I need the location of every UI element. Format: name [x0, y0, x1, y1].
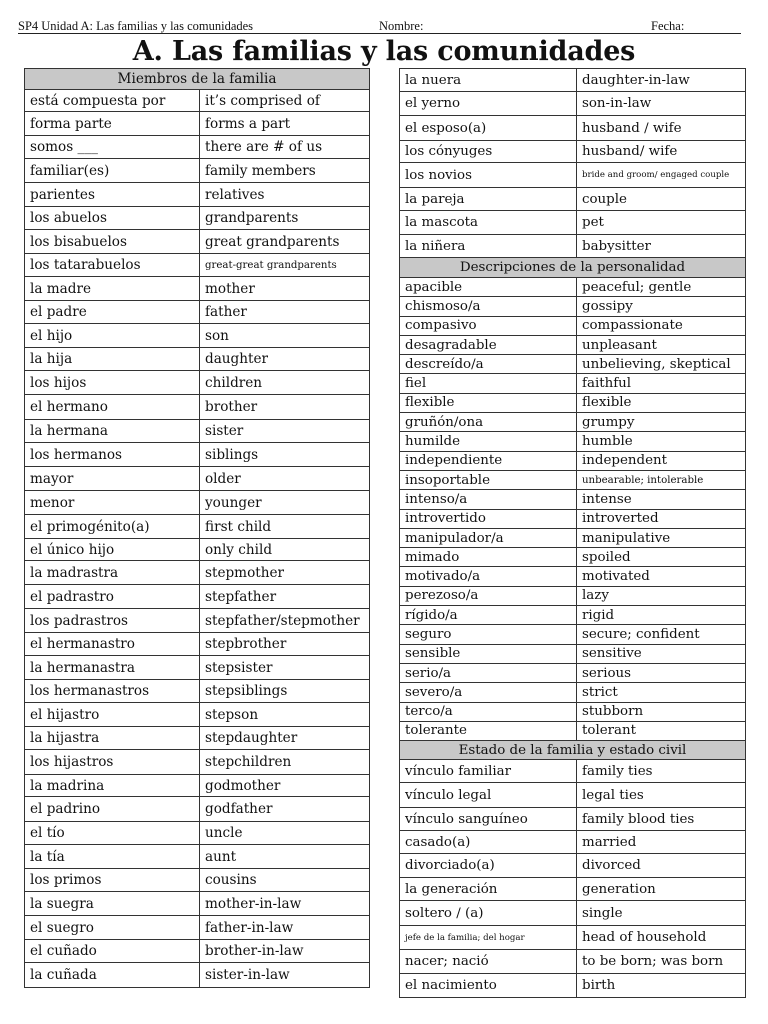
english-translation: unbelieving, skeptical: [577, 355, 746, 374]
english-translation: forms a part: [200, 112, 370, 136]
spanish-term: la generación: [400, 878, 577, 901]
english-translation: mother-in-law: [200, 892, 370, 916]
vocab-row: [25, 230, 370, 254]
english-translation: son-in-law: [577, 92, 746, 116]
english-translation: sister: [200, 420, 370, 443]
english-translation: father-in-law: [200, 916, 370, 940]
english-translation: husband/ wife: [577, 141, 746, 163]
spanish-term: intenso/a: [400, 490, 577, 509]
vocab-row: [25, 892, 370, 916]
english-translation: flexible: [577, 393, 746, 412]
spanish-term: el hijo: [25, 324, 200, 348]
vocab-row: [400, 69, 746, 92]
vocab-row: [400, 141, 746, 163]
spanish-term: mayor: [25, 467, 200, 491]
vocab-row: [400, 509, 746, 528]
spanish-term: los hermanastros: [25, 680, 200, 703]
english-translation: family members: [200, 159, 370, 183]
vocab-row: [25, 395, 370, 420]
english-translation: family ties: [577, 760, 746, 783]
vocab-row: [400, 586, 746, 605]
spanish-term: la hija: [25, 348, 200, 371]
english-translation: strict: [577, 683, 746, 702]
english-translation: son: [200, 324, 370, 348]
vocab-row: [25, 136, 370, 159]
english-translation: stepchildren: [200, 750, 370, 775]
spanish-term: serio/a: [400, 663, 577, 682]
vocab-row: [25, 633, 370, 656]
vocab-row: [400, 316, 746, 335]
vocab-row: [400, 374, 746, 393]
vocab-row: [25, 277, 370, 301]
vocab-row: [25, 561, 370, 585]
english-translation: aunt: [200, 845, 370, 869]
vocab-row: [400, 528, 746, 547]
vocab-row: [400, 278, 746, 297]
spanish-term: el padre: [25, 301, 200, 324]
english-translation: stepdaughter: [200, 727, 370, 750]
spanish-term: la cuñada: [25, 963, 200, 988]
english-translation: brother-in-law: [200, 940, 370, 963]
vocab-row: [25, 183, 370, 207]
spanish-term: el hermanastro: [25, 633, 200, 656]
vocab-row: [400, 335, 746, 354]
section-heading: Miembros de la familia: [25, 69, 370, 90]
spanish-term: vínculo sanguíneo: [400, 808, 577, 831]
vocab-row: [400, 683, 746, 702]
english-translation: independent: [577, 451, 746, 470]
english-translation: mother: [200, 277, 370, 301]
english-translation: older: [200, 467, 370, 491]
vocab-row: [25, 159, 370, 183]
english-translation: uncle: [200, 822, 370, 845]
english-translation: brother: [200, 395, 370, 420]
english-translation: babysitter: [577, 235, 746, 258]
vocab-row: [400, 926, 746, 950]
english-translation: godfather: [200, 797, 370, 822]
family-members-table: [24, 68, 370, 988]
vocab-row: [400, 235, 746, 258]
spanish-term: forma parte: [25, 112, 200, 136]
vocab-row: [400, 702, 746, 721]
english-translation: introverted: [577, 509, 746, 528]
spanish-term: el tío: [25, 822, 200, 845]
spanish-term: el padrastro: [25, 585, 200, 609]
spanish-term: la madrastra: [25, 561, 200, 585]
english-translation: only child: [200, 539, 370, 561]
vocab-row: [25, 348, 370, 371]
english-translation: there are # of us: [200, 136, 370, 159]
spanish-term: nacer; nació: [400, 950, 577, 974]
english-translation: rigid: [577, 606, 746, 625]
vocab-row: [25, 491, 370, 515]
course-label: SP4 Unidad A: Las familias y las comunidades: [18, 19, 254, 33]
english-translation: spoiled: [577, 548, 746, 567]
page-title: A. Las familias y las comunidades: [132, 36, 636, 67]
spanish-term: mimado: [400, 548, 577, 567]
vocab-row: [400, 355, 746, 374]
spanish-term: los bisabuelos: [25, 230, 200, 254]
spanish-term: sensible: [400, 644, 577, 663]
english-translation: unbearable; intolerable: [577, 470, 746, 489]
english-translation: married: [577, 831, 746, 854]
vocab-row: [25, 112, 370, 136]
vocab-row: [400, 760, 746, 783]
english-translation: stepfather/stepmother: [200, 609, 370, 633]
english-translation: serious: [577, 663, 746, 682]
english-translation: divorced: [577, 854, 746, 878]
english-translation: motivated: [577, 567, 746, 586]
english-translation: unpleasant: [577, 335, 746, 354]
vocab-row: [400, 808, 746, 831]
english-translation: children: [200, 371, 370, 395]
english-translation: grumpy: [577, 413, 746, 432]
vocab-row: [25, 940, 370, 963]
english-translation: stepbrother: [200, 633, 370, 656]
spanish-term: los cónyuges: [400, 141, 577, 163]
vocab-row: [25, 324, 370, 348]
spanish-term: motivado/a: [400, 567, 577, 586]
vocab-row: [25, 301, 370, 324]
english-translation: husband / wife: [577, 116, 746, 141]
english-translation: it’s comprised of: [200, 90, 370, 112]
vocab-row: [400, 393, 746, 412]
spanish-term: divorciado(a): [400, 854, 577, 878]
section-heading: Descripciones de la personalidad: [400, 258, 746, 278]
vocab-row: [400, 211, 746, 235]
english-translation: birth: [577, 974, 746, 998]
english-translation: sister-in-law: [200, 963, 370, 988]
spanish-term: el padrino: [25, 797, 200, 822]
section-row-family-members: [25, 69, 370, 90]
vocab-row: [400, 974, 746, 998]
vocab-row: [25, 656, 370, 680]
vocab-row: [25, 467, 370, 491]
spanish-term: el único hijo: [25, 539, 200, 561]
spanish-term: compasivo: [400, 316, 577, 335]
vocab-row: [400, 831, 746, 854]
vocab-row: [25, 207, 370, 230]
english-translation: generation: [577, 878, 746, 901]
vocab-row: [400, 721, 746, 740]
spanish-term: vínculo familiar: [400, 760, 577, 783]
spanish-term: el hermano: [25, 395, 200, 420]
spanish-term: humilde: [400, 432, 577, 451]
spanish-term: tolerante: [400, 721, 577, 740]
english-translation: couple: [577, 188, 746, 211]
spanish-term: los novios: [400, 163, 577, 188]
english-translation: peaceful; gentle: [577, 278, 746, 297]
spanish-term: la tía: [25, 845, 200, 869]
spanish-term: el suegro: [25, 916, 200, 940]
english-translation: lazy: [577, 586, 746, 605]
spanish-term: la hermana: [25, 420, 200, 443]
spanish-term: la nuera: [400, 69, 577, 92]
spanish-term: la hermanastra: [25, 656, 200, 680]
vocab-row: [25, 703, 370, 727]
spanish-term: el cuñado: [25, 940, 200, 963]
english-translation: to be born; was born: [577, 950, 746, 974]
spanish-term: los tatarabuelos: [25, 254, 200, 277]
english-translation: stepsiblings: [200, 680, 370, 703]
english-translation: godmother: [200, 775, 370, 797]
spanish-term: gruñón/ona: [400, 413, 577, 432]
vocab-row: [400, 432, 746, 451]
english-translation: first child: [200, 515, 370, 539]
spanish-term: los padrastros: [25, 609, 200, 633]
english-translation: humble: [577, 432, 746, 451]
vocab-row: [400, 297, 746, 316]
english-translation: intense: [577, 490, 746, 509]
vocab-row: [25, 420, 370, 443]
english-translation: legal ties: [577, 783, 746, 808]
vocab-row: [400, 451, 746, 470]
spanish-term: somos ___: [25, 136, 200, 159]
spanish-term: severo/a: [400, 683, 577, 702]
english-translation: sensitive: [577, 644, 746, 663]
spanish-term: insoportable: [400, 470, 577, 489]
spanish-term: descreído/a: [400, 355, 577, 374]
english-translation: relatives: [200, 183, 370, 207]
vocab-row: [400, 625, 746, 644]
english-translation: family blood ties: [577, 808, 746, 831]
vocab-table-right: [399, 68, 746, 998]
vocab-row: [25, 371, 370, 395]
english-translation: stepsister: [200, 656, 370, 680]
spanish-term: la madre: [25, 277, 200, 301]
spanish-term: terco/a: [400, 702, 577, 721]
vocab-row: [400, 548, 746, 567]
spanish-term: casado(a): [400, 831, 577, 854]
vocab-row: [25, 727, 370, 750]
vocab-row: [25, 515, 370, 539]
vocab-row: [25, 443, 370, 467]
spanish-term: la hijastra: [25, 727, 200, 750]
english-translation: compassionate: [577, 316, 746, 335]
spanish-term: apacible: [400, 278, 577, 297]
english-translation: stepmother: [200, 561, 370, 585]
spanish-term: la madrina: [25, 775, 200, 797]
vocab-row: [400, 950, 746, 974]
spanish-term: chismoso/a: [400, 297, 577, 316]
vocab-row: [400, 490, 746, 509]
spanish-term: el hijastro: [25, 703, 200, 727]
vocab-row: [400, 901, 746, 926]
spanish-term: el yerno: [400, 92, 577, 116]
vocab-row: [25, 585, 370, 609]
spanish-term: independiente: [400, 451, 577, 470]
spanish-term: el nacimiento: [400, 974, 577, 998]
spanish-term: introvertido: [400, 509, 577, 528]
vocab-row: [400, 644, 746, 663]
vocab-row: [400, 878, 746, 901]
english-translation: faithful: [577, 374, 746, 393]
vocab-row: [25, 822, 370, 845]
vocab-row: [400, 470, 746, 489]
vocab-row: [400, 567, 746, 586]
vocab-row: [400, 92, 746, 116]
spanish-term: rígido/a: [400, 606, 577, 625]
spanish-term: desagradable: [400, 335, 577, 354]
spanish-term: seguro: [400, 625, 577, 644]
spanish-term: los abuelos: [25, 207, 200, 230]
spanish-term: parientes: [25, 183, 200, 207]
spanish-term: fiel: [400, 374, 577, 393]
english-translation: stepson: [200, 703, 370, 727]
section-row-personality: [400, 258, 746, 278]
name-label: Nombre:: [379, 19, 424, 33]
english-translation: stubborn: [577, 702, 746, 721]
english-translation: younger: [200, 491, 370, 515]
spanish-term: manipulador/a: [400, 528, 577, 547]
english-translation: head of household: [577, 926, 746, 950]
spanish-term: soltero / (a): [400, 901, 577, 926]
spanish-term: la suegra: [25, 892, 200, 916]
spanish-term: la pareja: [400, 188, 577, 211]
vocab-row: [25, 90, 370, 112]
spanish-term: flexible: [400, 393, 577, 412]
spanish-term: está compuesta por: [25, 90, 200, 112]
vocab-row: [400, 413, 746, 432]
section-heading: Estado de la familia y estado civil: [400, 741, 746, 760]
spanish-term: perezoso/a: [400, 586, 577, 605]
english-translation: father: [200, 301, 370, 324]
english-translation: gossipy: [577, 297, 746, 316]
english-translation: great grandparents: [200, 230, 370, 254]
vocab-row: [400, 188, 746, 211]
spanish-term: jefe de la familia; del hogar: [400, 926, 577, 950]
vocab-row: [400, 163, 746, 188]
spanish-term: los primos: [25, 869, 200, 892]
spanish-term: familiar(es): [25, 159, 200, 183]
vocab-row: [25, 775, 370, 797]
vocab-row: [25, 845, 370, 869]
english-translation: single: [577, 901, 746, 926]
vocab-row: [400, 606, 746, 625]
spanish-term: los hijos: [25, 371, 200, 395]
english-translation: stepfather: [200, 585, 370, 609]
vocab-row: [400, 783, 746, 808]
english-translation: bride and groom/ engaged couple: [577, 163, 746, 188]
vocab-row: [400, 854, 746, 878]
spanish-term: el primogénito(a): [25, 515, 200, 539]
spanish-term: menor: [25, 491, 200, 515]
english-translation: tolerant: [577, 721, 746, 740]
vocab-row: [25, 963, 370, 988]
english-translation: pet: [577, 211, 746, 235]
english-translation: siblings: [200, 443, 370, 467]
date-label: Fecha:: [651, 19, 685, 33]
vocab-row: [400, 663, 746, 682]
english-translation: secure; confident: [577, 625, 746, 644]
english-translation: cousins: [200, 869, 370, 892]
vocab-row: [25, 609, 370, 633]
vocab-row: [25, 539, 370, 561]
spanish-term: vínculo legal: [400, 783, 577, 808]
spanish-term: los hijastros: [25, 750, 200, 775]
vocab-row: [25, 916, 370, 940]
spanish-term: el esposo(a): [400, 116, 577, 141]
english-translation: daughter-in-law: [577, 69, 746, 92]
vocab-row: [25, 750, 370, 775]
vocab-row: [25, 869, 370, 892]
vocab-row: [25, 680, 370, 703]
english-translation: daughter: [200, 348, 370, 371]
english-translation: manipulative: [577, 528, 746, 547]
spanish-term: la niñera: [400, 235, 577, 258]
spanish-term: la mascota: [400, 211, 577, 235]
vocab-row: [400, 116, 746, 141]
vocab-row: [25, 254, 370, 277]
english-translation: great-great grandparents: [200, 254, 370, 277]
vocab-row: [25, 797, 370, 822]
section-row-family-status: [400, 741, 746, 760]
spanish-term: los hermanos: [25, 443, 200, 467]
english-translation: grandparents: [200, 207, 370, 230]
